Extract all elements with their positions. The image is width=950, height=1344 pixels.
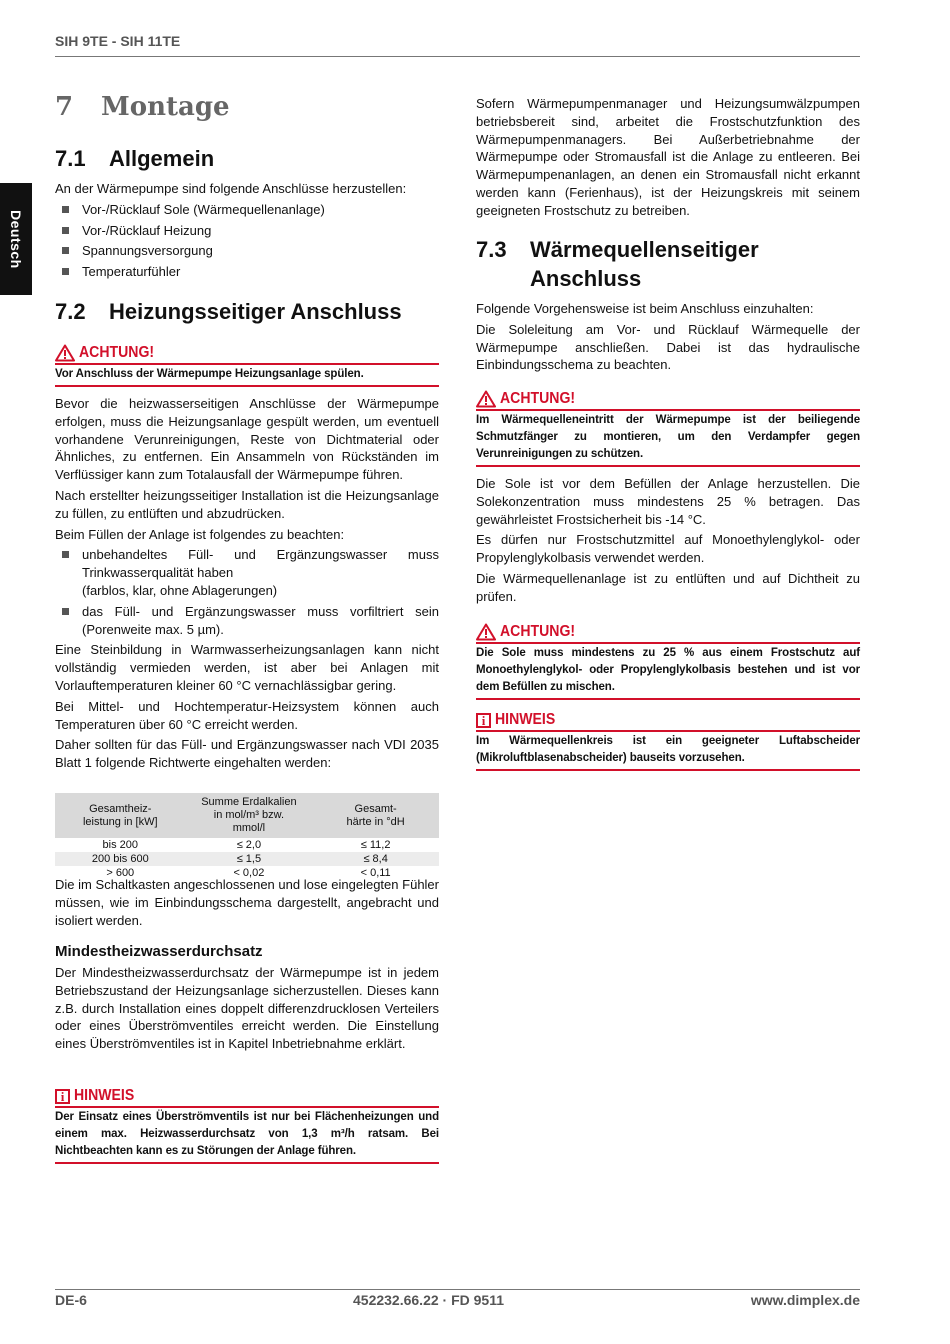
warning-header	[476, 622, 860, 642]
hint-text: Der Einsatz eines Überströmventils ist nur bei Flächenheizungen und einem max. Heizwasserdurchsatz von 1,3 m³/h ratsam. Bei Nichtbeachten kann es zu Störungen der Anlage führen.	[55, 1111, 439, 1157]
hint-label: HINWEIS	[74, 1087, 135, 1104]
table-cell: ≤ 1,5	[186, 852, 313, 866]
hint-box	[476, 710, 860, 771]
guideline-table-wrap	[55, 793, 439, 880]
warning-text: Im Wärmequelleneintritt der Wärmepumpe ist der beiliegende Schmutzfänger zu montieren, um den Verdampfer gegen Verunreinigungen zu schützen.	[476, 414, 860, 460]
frost-paragraph-wrap	[476, 95, 860, 220]
paragraph: Die Sole ist vor dem Befüllen der Anlage herzustellen. Die Solekonzentration muss mindestens 25 % betragen. Das gewährleistet Frostsicherheit bis -14 °C.	[476, 476, 860, 527]
paragraph: Sofern Wärmepumpenmanager und Heizungsumwälzpumpen betriebsbereit sind, arbeitet die Frostschutzfunktion des Wärmepumpenmanagers. Bei Außerbetriebnahme der Wärmepumpe oder Stromausfall ist die Anlage zu entleeren. Bei Wärmepumpenanlagen, an denen ein Stromausfall nicht erkannt werden kann (Ferienhaus), ist der Heizungskreis mit seinem geeigneten Frostschutz zu betreiben.	[476, 96, 860, 218]
hint-rule-bottom	[55, 1162, 439, 1164]
list-item: Spannungsversorgung	[55, 242, 439, 260]
warning-label: ACHTUNG!	[79, 344, 155, 361]
section-7-1-title	[55, 144, 439, 173]
hint-header	[476, 710, 860, 730]
table-row	[55, 852, 439, 866]
warning-box	[476, 389, 860, 467]
warning-rule-bottom	[476, 698, 860, 700]
warning-rule-bottom	[476, 465, 860, 467]
table-cell: ≤ 2,0	[236, 839, 262, 851]
paragraph: Bei Mittel- und Hochtemperatur-Heizsystem können auch Temperaturen über 60 °C erreicht werden.	[55, 698, 439, 732]
warning-label: ACHTUNG!	[500, 623, 576, 640]
paragraph: Nach erstellter heizungsseitiger Installation ist die Heizungsanlage zu füllen, zu entlüften und abzudrücken.	[55, 487, 439, 521]
table-cell: ≤ 11,2	[360, 839, 391, 851]
chapter-number: 7	[55, 92, 74, 122]
list-item	[55, 546, 439, 599]
table-header-row	[55, 793, 439, 838]
table-cell: < 0,02	[233, 867, 265, 879]
section-number: 7.1	[55, 146, 86, 171]
table-cell: ≤ 8,4	[312, 852, 439, 866]
flow-paragraph-wrap	[55, 964, 439, 1053]
header-rule	[55, 56, 860, 57]
warning-triangle-icon	[476, 623, 496, 641]
warning-box	[476, 622, 860, 700]
table-cell: < 0,11	[360, 867, 391, 879]
table-header-cell	[55, 793, 186, 838]
hint-text: Im Wärmequellenkreis ist ein geeigneter Luftabscheider (Mikroluftblasenabscheider) bauseits vorzusehen.	[476, 735, 860, 764]
page-number: DE-6	[55, 1292, 87, 1308]
list-item-text: (farblos, klar, ohne Ablagerungen)	[82, 582, 278, 598]
chapter-title	[55, 92, 230, 122]
section-7-2-body	[55, 395, 439, 772]
section-title-text: Allgemein	[109, 146, 215, 171]
paragraph: Folgende Vorgehensweise ist beim Anschluss einzuhalten:	[476, 301, 814, 316]
header-line: Gesamt- härte in °dH	[346, 802, 405, 828]
guideline-table	[55, 793, 439, 880]
chapter-title-text: Montage	[101, 92, 230, 122]
info-icon: i	[55, 1089, 70, 1104]
section-title-text: Heizungsseitiger Anschluss	[109, 299, 402, 324]
warning-triangle-icon	[476, 390, 496, 408]
section-7-3-title	[476, 235, 860, 293]
brine-paragraphs	[476, 475, 860, 606]
subsection-title: Mindestheizwasserdurchsatz	[55, 943, 263, 960]
hint-header	[55, 1086, 439, 1106]
list-item: das Füll- und Ergänzungswasser muss vorfiltriert sein (Porenweite max. 5 µm).	[55, 603, 439, 639]
list-item: Temperaturfühler	[55, 263, 439, 281]
warning-rule-bottom	[55, 385, 439, 387]
website-url: www.dimplex.de	[750, 1292, 860, 1308]
paragraph: Die Soleleitung am Vor- und Rücklauf Wärmequelle der Wärmepumpe anschließen. Dabei ist das hydraulische Einbindungsschema zu beachten.	[476, 321, 860, 373]
table-cell: > 600	[106, 867, 135, 879]
language-tab-label: Deutsch	[8, 209, 24, 269]
paragraph: Der Mindestheizwasserdurchsatz der Wärmepumpe ist in jedem Betriebszustand der Heizungsanlage sicherzustellen. Dieses kann z.B. durch Installation eines doppelt differenzdrucklosen Verteilers oder eines Überströmventiles erreicht werden. Die Einstellung eines Überströmventiles ist in Kapitel Inbetriebnahme erklärt.	[55, 965, 439, 1052]
warning-triangle-icon	[55, 344, 75, 362]
header-line: Gesamtheiz- leistung in [kW]	[82, 802, 158, 828]
language-tab	[0, 183, 32, 295]
document-number: 452232.66.22 · FD 9511	[353, 1292, 505, 1308]
table-header-cell	[186, 793, 313, 838]
section-title-text: Wärmequellenseitiger Anschluss	[530, 237, 759, 291]
header-title: SIH 9TE - SIH 11TE	[55, 33, 181, 49]
paragraph: Die im Schaltkasten angeschlossenen und lose eingelegten Fühler müssen, wie im Einbindungsschema dargestellt, angebracht und isoliert werden.	[55, 877, 439, 928]
table-row	[55, 838, 439, 852]
hint-rule-bottom	[476, 769, 860, 771]
section-7-3-body	[476, 300, 860, 374]
filling-list	[55, 546, 439, 638]
paragraph: Eine Steinbildung in Warmwasserheizungsanlagen kann nicht vollständig vermieden werden, ist aber bei Anlagen mit Vorlauftemperaturen kleiner 60 °C vernachlässigbar gering.	[55, 642, 439, 693]
paragraph: An der Wärmepumpe sind folgende Anschlüsse herzustellen:	[55, 181, 407, 196]
warning-header	[55, 343, 439, 363]
paragraph: Daher sollten für das Füll- und Ergänzungswasser nach VDI 2035 Blatt 1 folgende Richtwerte eingehalten werden:	[55, 737, 439, 771]
table-cell: 200 bis 600	[55, 852, 186, 866]
warning-text: Vor Anschluss der Wärmepumpe Heizungsanlage spülen.	[55, 368, 364, 380]
paragraph: Bevor die heizwasserseitigen Anschlüsse der Wärmepumpe erfolgen, muss die Heizungsanlage gespült werden, um eventuell vorhandene Verunreinigungen, Reste von Dichtmaterial oder Ähnliches, zu entfernen. Ein Ansammeln von Rückständen im Verflüssiger kann zum Totalausfall der Wärmepumpe führen.	[55, 396, 439, 483]
hint-label: HINWEIS	[495, 711, 556, 728]
sensor-paragraph-wrap	[55, 876, 439, 929]
paragraph: Die Wärmequellenanlage ist zu entlüften und auf Dichtheit zu prüfen.	[476, 570, 860, 604]
warning-header	[476, 389, 860, 409]
warning-box	[55, 343, 439, 387]
table-header-cell	[312, 793, 439, 838]
connection-list	[55, 201, 439, 281]
paragraph: Beim Füllen der Anlage ist folgendes zu beachten:	[55, 526, 345, 542]
section-number: 7.2	[55, 299, 86, 324]
list-item-text: unbehandeltes Füll- und Ergänzungswasser muss Trinkwasserqualität haben	[82, 547, 439, 581]
section-7-1-body	[55, 180, 439, 281]
footer-rule	[55, 1289, 860, 1290]
header-line: Summe Erdalkalien in mol/m³ bzw. mmol/l	[201, 796, 297, 834]
section-number: 7.3	[476, 237, 507, 262]
hint-box	[55, 1086, 439, 1164]
warning-text: Die Sole muss mindestens zu 25 % aus einem Frostschutz auf Monoethylenglykol- oder Propylenglykolbasis bestehen und ist vor dem Befüllen zu mischen.	[476, 647, 860, 693]
warning-label: ACHTUNG!	[500, 390, 576, 407]
paragraph: Es dürfen nur Frostschutzmittel auf Monoethylenglykol- oder Propylenglykolbasis verwendet werden.	[476, 532, 860, 566]
info-icon: i	[476, 713, 491, 728]
section-7-2-title	[55, 297, 439, 326]
list-item: Vor-/Rücklauf Sole (Wärmequellenanlage)	[55, 201, 439, 219]
list-item: Vor-/Rücklauf Heizung	[55, 222, 439, 240]
table-cell: bis 200	[102, 839, 139, 851]
